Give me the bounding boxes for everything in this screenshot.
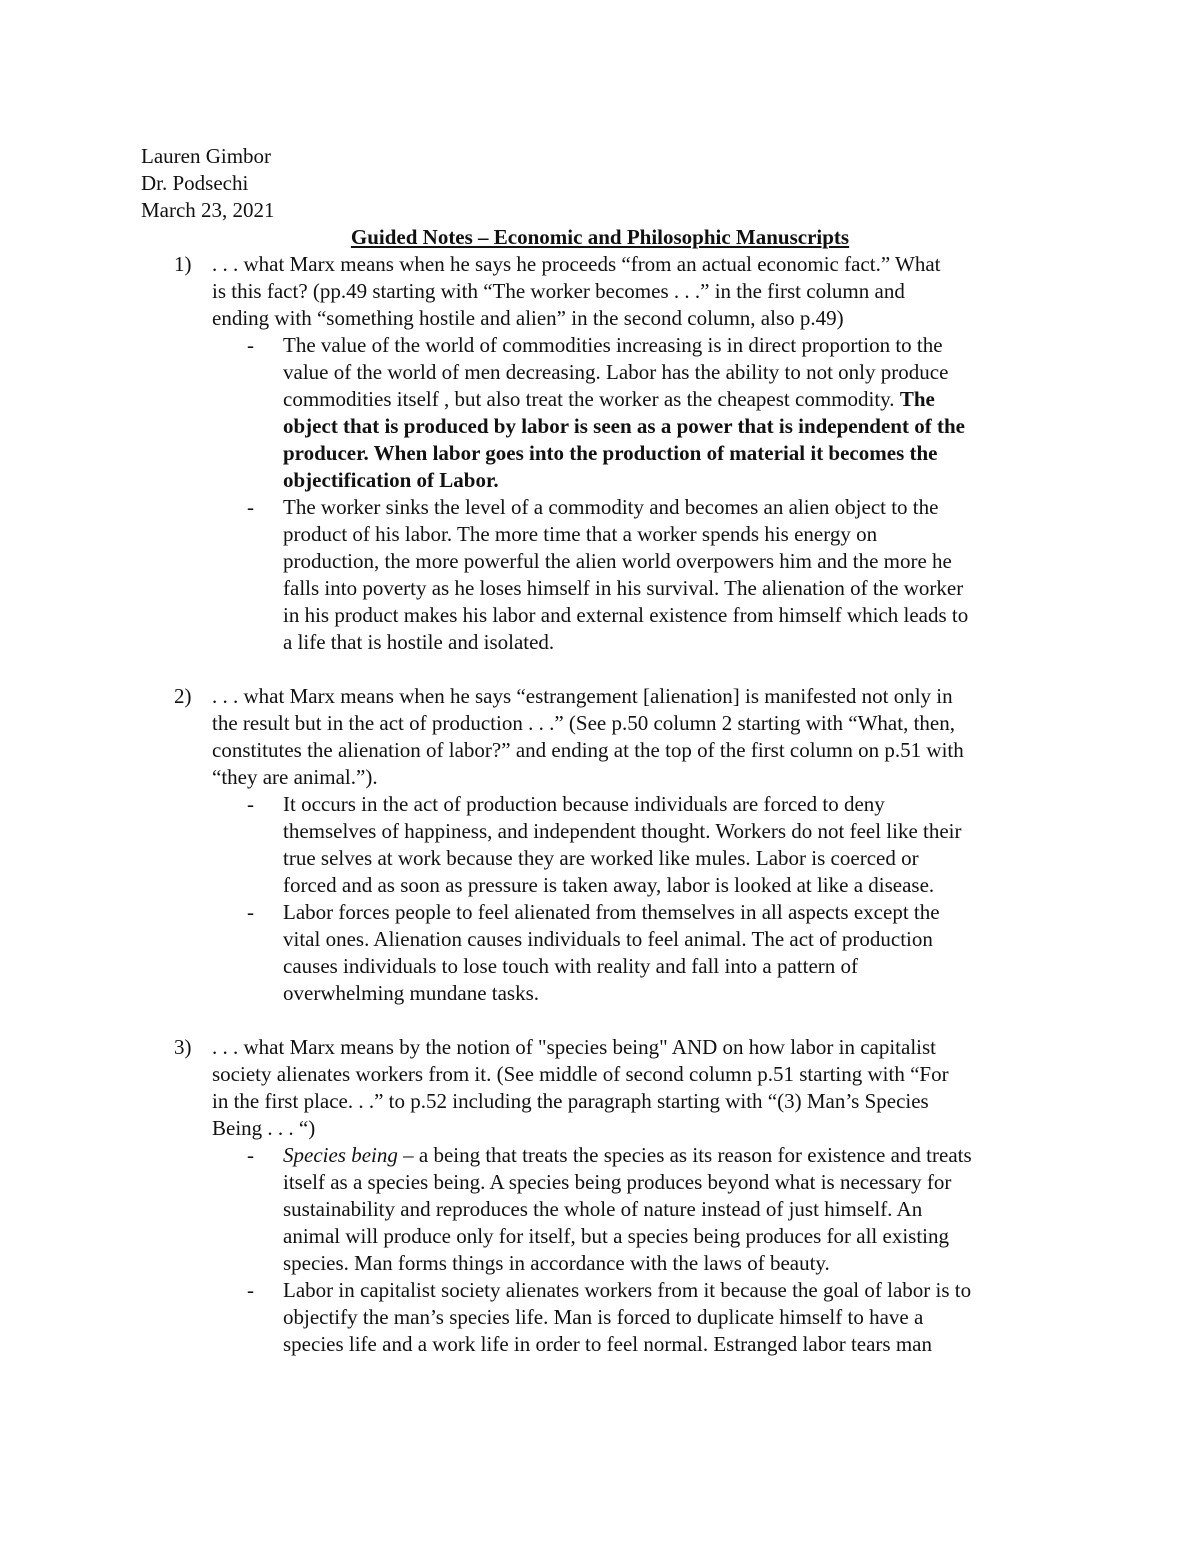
question-text-line: is this fact? (pp.49 starting with “The worker becomes . . .” in the first column and bbox=[212, 279, 905, 303]
question-text-line: in the first place. . .” to p.52 including the paragraph starting with “(3) Man’s Species bbox=[212, 1089, 929, 1113]
document-title: Guided Notes – Economic and Philosophic Manuscripts bbox=[350, 225, 850, 249]
answer-text-line: falls into poverty as he loses himself in his survival. The alienation of the worker bbox=[283, 576, 964, 600]
answer-text-line: sustainability and reproduces the whole of nature instead of just himself. An bbox=[283, 1197, 923, 1221]
answer-text-line: It occurs in the act of production because individuals are forced to deny bbox=[283, 792, 885, 816]
question-text-line: . . . what Marx means by the notion of "species being" AND on how labor in capitalist bbox=[212, 1035, 937, 1059]
answer-text-normal: commodities itself , but also treat the worker as the cheapest commodity. bbox=[283, 387, 900, 411]
answer-text-line: true selves at work because they are worked like mules. Labor is coerced or bbox=[283, 846, 919, 870]
question-text-line: . . . what Marx means when he says “estrangement [alienation] is manifested not only in bbox=[212, 684, 953, 708]
bullet-dash: - bbox=[247, 1143, 254, 1167]
answer-text-line: a life that is hostile and isolated. bbox=[283, 630, 555, 654]
question-number: 3) bbox=[174, 1035, 192, 1059]
answer-text-line: Labor forces people to feel alienated from themselves in all aspects except the bbox=[283, 900, 940, 924]
answer-text-line: forced and as soon as pressure is taken away, labor is looked at like a disease. bbox=[283, 873, 935, 897]
bullet-dash: - bbox=[247, 333, 254, 357]
answer-text-line: species life and a work life in order to feel normal. Estranged labor tears man bbox=[283, 1332, 933, 1356]
question-text-line: society alienates workers from it. (See middle of second column p.51 starting with “For bbox=[212, 1062, 949, 1086]
answer-text-line: species. Man forms things in accordance with the laws of beauty. bbox=[283, 1251, 830, 1275]
answer-text-bold-line: objectification of Labor. bbox=[283, 468, 499, 492]
answer-text-line: The worker sinks the level of a commodity and becomes an alien object to the bbox=[283, 495, 939, 519]
answer-text-line: itself as a species being. A species being produces beyond what is necessary for bbox=[283, 1170, 952, 1194]
answer-text-line: overwhelming mundane tasks. bbox=[283, 981, 540, 1005]
answer-text-line: Labor in capitalist society alienates workers from it because the goal of labor is to bbox=[283, 1278, 972, 1302]
answer-text-line: animal will produce only for itself, but a species being produces for all existing bbox=[283, 1224, 949, 1248]
answer-text-line: value of the world of men decreasing. Labor has the ability to not only produce bbox=[283, 360, 949, 384]
answer-text-line: themselves of happiness, and independent thought. Workers do not feel like their bbox=[283, 819, 962, 843]
question-text-line: the result but in the act of production . . .” (See p.50 column 2 starting with “What, then, bbox=[212, 711, 955, 735]
question-number: 1) bbox=[174, 252, 192, 276]
answer-text-bold: The bbox=[899, 387, 935, 411]
author-name: Lauren Gimbor bbox=[141, 144, 272, 168]
answer-text-bold-line: object that is produced by labor is seen as a power that is independent of the bbox=[283, 414, 965, 438]
bullet-dash: - bbox=[247, 495, 254, 519]
answer-text-line bbox=[283, 386, 935, 413]
question-text-line: “they are animal.”). bbox=[212, 765, 378, 789]
question-text-line: ending with “something hostile and alien” in the second column, also p.49) bbox=[212, 306, 844, 330]
answer-text-line: vital ones. Alienation causes individuals to feel animal. The act of production bbox=[283, 927, 933, 951]
question-number: 2) bbox=[174, 684, 192, 708]
question-text-line: constitutes the alienation of labor?” and ending at the top of the first column on p.51 with bbox=[212, 738, 964, 762]
answer-text-line: objectify the man’s species life. Man is forced to duplicate himself to have a bbox=[283, 1305, 924, 1329]
bullet-dash: - bbox=[247, 1278, 254, 1302]
term-species-being: Species being bbox=[283, 1143, 398, 1167]
answer-text-bold-line: producer. When labor goes into the production of material it becomes the bbox=[283, 441, 938, 465]
answer-text-line: production, the more powerful the alien world overpowers him and the more he bbox=[283, 549, 952, 573]
instructor-name: Dr. Podsechi bbox=[141, 171, 249, 195]
answer-text-line: The value of the world of commodities increasing is in direct proportion to the bbox=[283, 333, 943, 357]
answer-text-line: in his product makes his labor and external existence from himself which leads to bbox=[283, 603, 969, 627]
definition-text: – a being that treats the species as its reason for existence and treats bbox=[397, 1143, 972, 1167]
question-text-line: . . . what Marx means when he says he proceeds “from an actual economic fact.” What bbox=[212, 252, 941, 276]
bullet-dash: - bbox=[247, 900, 254, 924]
document-date: March 23, 2021 bbox=[141, 198, 275, 222]
answer-text-line bbox=[283, 1142, 972, 1169]
answer-text-line: product of his labor. The more time that a worker spends his energy on bbox=[283, 522, 878, 546]
question-text-line: Being . . . “) bbox=[212, 1116, 316, 1140]
answer-text-line: causes individuals to lose touch with reality and fall into a pattern of bbox=[283, 954, 859, 978]
bullet-dash: - bbox=[247, 792, 254, 816]
